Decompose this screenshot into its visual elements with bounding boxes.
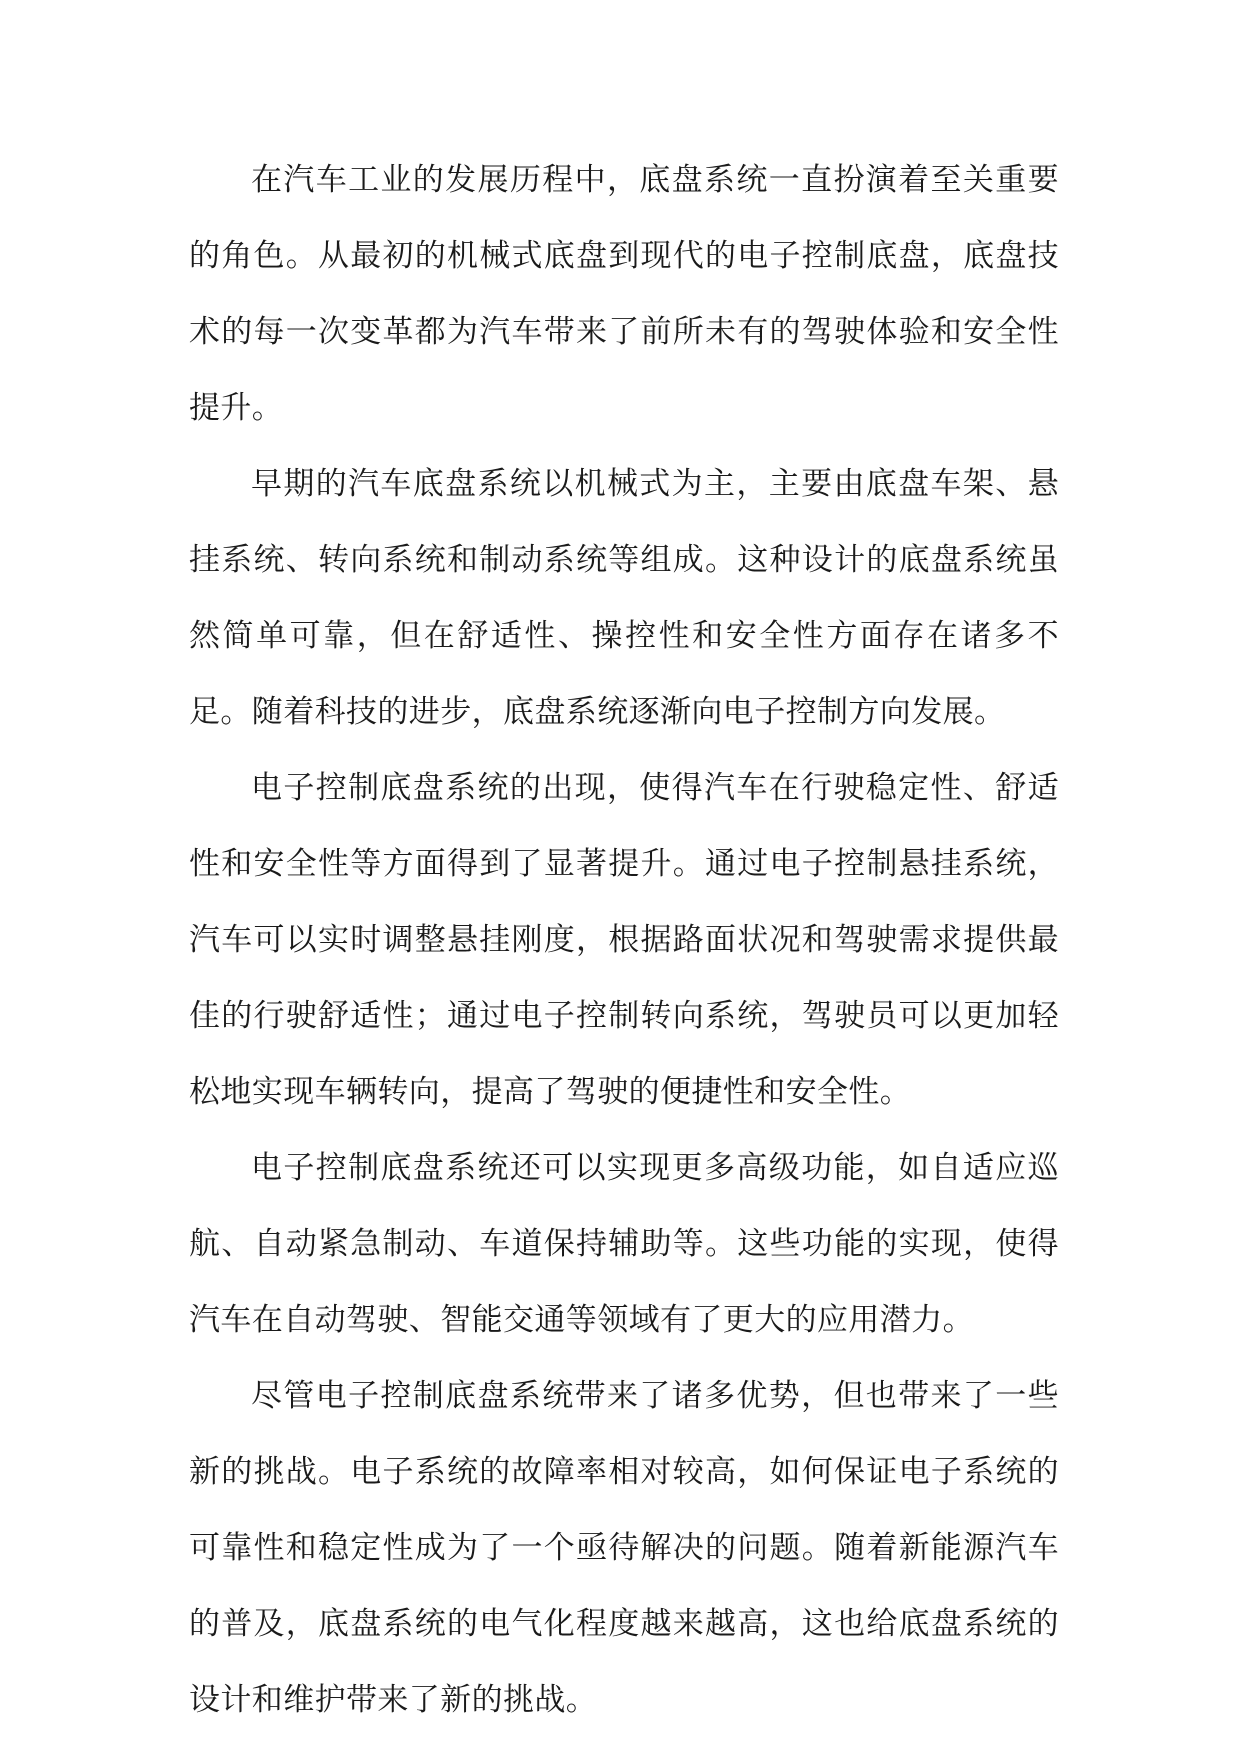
paragraph-3: 电子控制底盘系统的出现，使得汽车在行驶稳定性、舒适性和安全性等方面得到了显著提升。通过电子控制悬挂系统，汽车可以实时调整悬挂刚度，根据路面状况和驾驶需求提供最佳的行驶舒适性；通过电子控制转向系统，驾驶员可以更加轻松地实现车辆转向，提高了驾驶的便捷性和安全性。 bbox=[189, 770, 1059, 1110]
paragraph-5: 尽管电子控制底盘系统带来了诸多优势，但也带来了一些新的挑战。电子系统的故障率相对较高，如何保证电子系统的可靠性和稳定性成为了一个亟待解决的问题。随着新能源汽车的普及，底盘系统的电气化程度越来越高，这也给底盘系统的设计和维护带来了新的挑战。 bbox=[189, 1378, 1059, 1718]
paragraph-2: 早期的汽车底盘系统以机械式为主，主要由底盘车架、悬挂系统、转向系统和制动系统等组成。这种设计的底盘系统虽然简单可靠，但在舒适性、操控性和安全性方面存在诸多不足。随着科技的进步，底盘系统逐渐向电子控制方向发展。 bbox=[189, 466, 1059, 730]
document-body bbox=[189, 142, 1059, 1738]
paragraph-4: 电子控制底盘系统还可以实现更多高级功能，如自适应巡航、自动紧急制动、车道保持辅助等。这些功能的实现，使得汽车在自动驾驶、智能交通等领域有了更大的应用潜力。 bbox=[189, 1150, 1059, 1338]
paragraph-1: 在汽车工业的发展历程中，底盘系统一直扮演着至关重要的角色。从最初的机械式底盘到现代的电子控制底盘，底盘技术的每一次变革都为汽车带来了前所未有的驾驶体验和安全性提升。 bbox=[189, 162, 1059, 426]
